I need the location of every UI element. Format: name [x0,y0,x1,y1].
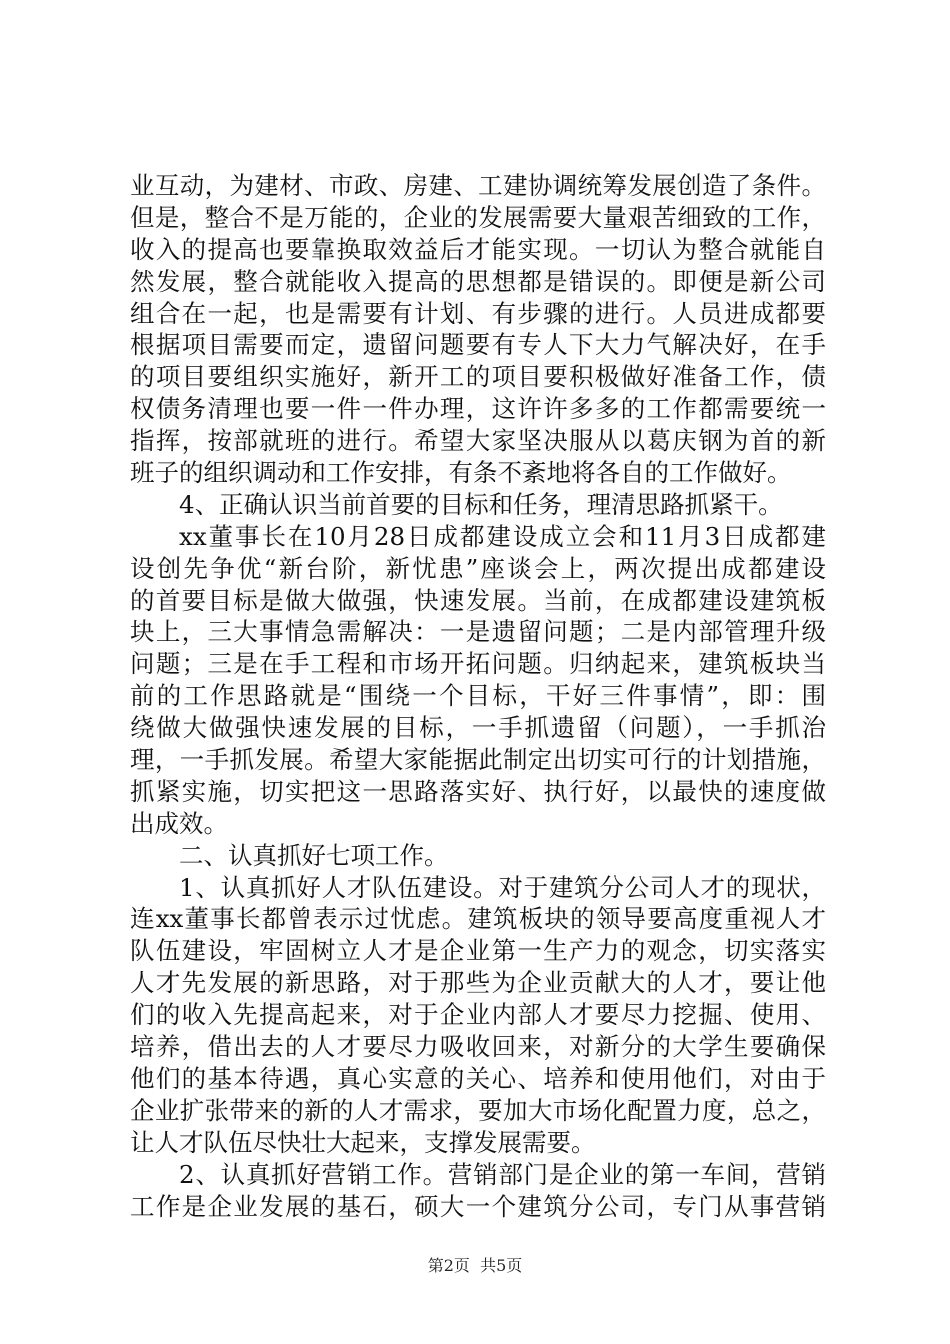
text-line: 理，一手抓发展。希望大家能据此制定出切实可行的计划措施， [130,745,826,775]
text-line: 的首要目标是做大做强，快速发展。当前，在成都建设建筑板 [130,585,826,615]
text-line: 设创先争优“新台阶，新忧患”座谈会上，两次提出成都建设 [130,553,826,583]
text-line: 企业扩张带来的新的人才需求，要加大市场化配置力度，总之， [130,1095,826,1125]
text-line: 块上，三大事情急需解决：一是遗留问题；二是内部管理升级 [130,617,826,647]
text-line: 培养，借出去的人才要尽力吸收回来，对新分的大学生要确保 [130,1032,826,1062]
text-line: 1、认真抓好人才队伍建设。对于建筑分公司人才的现状， [179,872,826,902]
text-line: 工作是企业发展的基石，硕大一个建筑分公司，专门从事营销 [130,1191,826,1221]
text-line: 们的收入先提高起来，对于企业内部人才要尽力挖掘、使用、 [130,1000,826,1030]
text-line: 收入的提高也要靠换取效益后才能实现。一切认为整合就能自 [130,234,826,264]
text-line: 绕做大做强快速发展的目标，一手抓遗留（问题），一手抓治 [130,713,826,743]
text-line: 出成效。 [130,808,228,838]
text-line: 问题；三是在手工程和市场开拓问题。归纳起来，建筑板块当 [130,649,826,679]
page-footer [0,1256,950,1276]
text-line: 队伍建设，牢固树立人才是企业第一生产力的观念，切实落实 [130,936,826,966]
text-line: 抓紧实施，切实把这一思路落实好、执行好，以最快的速度做 [130,776,826,806]
text-line: xx董事长在10月28日成都建设成立会和11月3日成都建 [179,521,826,551]
text-line: 但是，整合不是万能的，企业的发展需要大量艰苦细致的工作， [130,202,826,232]
text-line: 权债务清理也要一件一件办理，这许许多多的工作都需要统一 [130,394,826,424]
text-line: 二、认真抓好七项工作。 [179,840,449,870]
text-line: 组合在一起，也是需要有计划、有步骤的进行。人员进成都要 [130,298,826,328]
text-line: 的项目要组织实施好，新开工的项目要积极做好准备工作，债 [130,362,826,392]
text-line: 根据项目需要而定，遗留问题要有专人下大力气解决好，在手 [130,330,826,360]
document-body [130,170,826,1222]
text-line: 连xx董事长都曾表示过忧虑。建筑板块的领导要高度重视人才 [130,904,826,934]
page-number-label: 第2页 共5页 [427,1256,523,1275]
text-line: 然发展，整合就能收入提高的思想都是错误的。即便是新公司 [130,266,826,296]
text-line: 让人才队伍尽快壮大起来，支撑发展需要。 [130,1127,596,1157]
text-line: 班子的组织调动和工作安排，有条不紊地将各自的工作做好。 [130,458,792,488]
text-line: 他们的基本待遇，真心实意的关心、培养和使用他们，对由于 [130,1063,826,1093]
text-line: 指挥，按部就班的进行。希望大家坚决服从以葛庆钢为首的新 [130,426,826,456]
text-line: 业互动，为建材、市政、房建、工建协调统筹发展创造了条件。 [130,171,826,200]
text-line: 4、正确认识当前首要的目标和任务，理清思路抓紧干。 [179,489,783,519]
text-line: 前的工作思路就是“围绕一个目标，干好三件事情”，即：围 [130,681,826,711]
text-line: 2、认真抓好营销工作。营销部门是企业的第一车间，营销 [179,1159,826,1189]
text-line: 人才先发展的新思路，对于那些为企业贡献大的人才，要让他 [130,968,826,998]
